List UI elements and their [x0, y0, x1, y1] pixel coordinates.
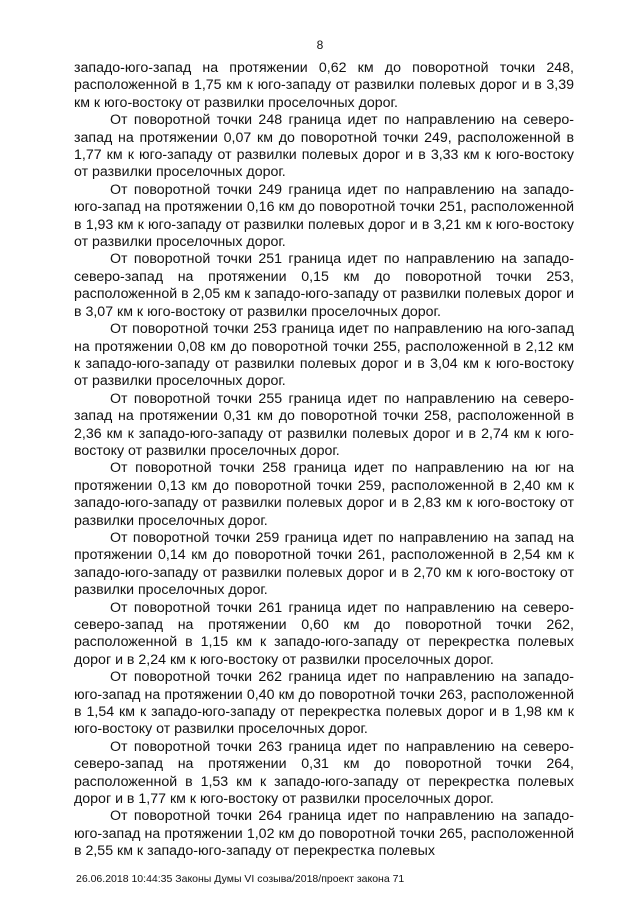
paragraph: От поворотной точки 253 граница идет по направлению на юго-запад на протяжении 0,08 км до поворотной точки 255, расположенной в 2,12 км к западо-юго-западу от развилки полевых дорог и в 3,04 км к юго-востоку от развилки проселочных дорог.	[74, 321, 574, 390]
paragraph: От поворотной точки 259 граница идет по направлению на запад на протяжении 0,14 км до поворотной точки 261, расположенной в 2,54 км к западо-юго-западу от развилки полевых дорог и в 2,70 км к юго-востоку от развилки проселочных дорог.	[74, 529, 574, 599]
paragraph: От поворотной точки 261 граница идет по направлению на северо-северо-запад на протяжении 0,60 км до поворотной точки 262, расположенной в 1,15 км к западо-юго-западу от перекрестка полевых дорог и в 2,24 км к юго-востоку от развилки проселочных дорог.	[74, 599, 574, 668]
paragraph: западо-юго-запад на протяжении 0,62 км до поворотной точки 248, расположенной в 1,75 км к юго-западу от развилки полевых дорог и в 3,39 км к юго-востоку от развилки проселочных дорог.	[74, 60, 574, 111]
document-body	[74, 60, 574, 861]
paragraph: От поворотной точки 264 граница идет по направлению на западо-юго-запад на протяжении 1,02 км до поворотной точки 265, расположенной в 2,55 км к западо-юго-западу от перекрестка полевых	[74, 808, 574, 860]
paragraph: От поворотной точки 258 граница идет по направлению на юг на протяжении 0,13 км до поворотной точки 259, расположенной в 2,40 км к западо-юго-западу от развилки полевых дорог и в 2,83 км к юго-востоку от развилки проселочных дорог.	[74, 460, 574, 529]
paragraph: От поворотной точки 255 граница идет по направлению на северо-запад на протяжении 0,31 км до поворотной точки 258, расположенной в 2,36 км к западо-юго-западу от развилки полевых дорог и в 2,74 км к юго-востоку от развилки проселочных дорог.	[74, 390, 574, 459]
paragraph: От поворотной точки 249 граница идет по направлению на западо-юго-запад на протяжении 0,16 км до поворотной точки 251, расположенной в 1,93 км к юго-западу от развилки полевых дорог и в 3,21 км к юго-востоку от развилки проселочных дорог.	[74, 181, 574, 251]
paragraph: От поворотной точки 263 граница идет по направлению на северо-северо-запад на протяжении 0,31 км до поворотной точки 264, расположенной в 1,53 км к западо-юго-западу от перекрестка полевых дорог и в 1,77 км к юго-востоку от развилки проселочных дорог.	[74, 738, 574, 808]
paragraph: От поворотной точки 248 граница идет по направлению на северо-запад на протяжении 0,07 км до поворотной точки 249, расположенной в 1,77 км к юго-западу от развилки полевых дорог и в 3,33 км к юго-востоку от развилки проселочных дорог.	[74, 112, 574, 181]
paragraph: От поворотной точки 262 граница идет по направлению на западо-юго-запад на протяжении 0,40 км до поворотной точки 263, расположенной в 1,54 км к западо-юго-западу от перекрестка полевых дорог и в 1,98 км к юго-востоку от развилки проселочных дорог.	[74, 669, 574, 738]
footer-document-path: 26.06.2018 10:44:35 Законы Думы VI созыва/2018/проект закона 71	[76, 873, 405, 885]
paragraph: От поворотной точки 251 граница идет по направлению на западо-северо-запад на протяжении 0,15 км до поворотной точки 253, расположенной в 2,05 км к западо-юго-западу от развилки полевых дорог и в 3,07 км к юго-востоку от развилки проселочных дорог.	[74, 251, 574, 320]
page-number: 8	[316, 38, 324, 52]
